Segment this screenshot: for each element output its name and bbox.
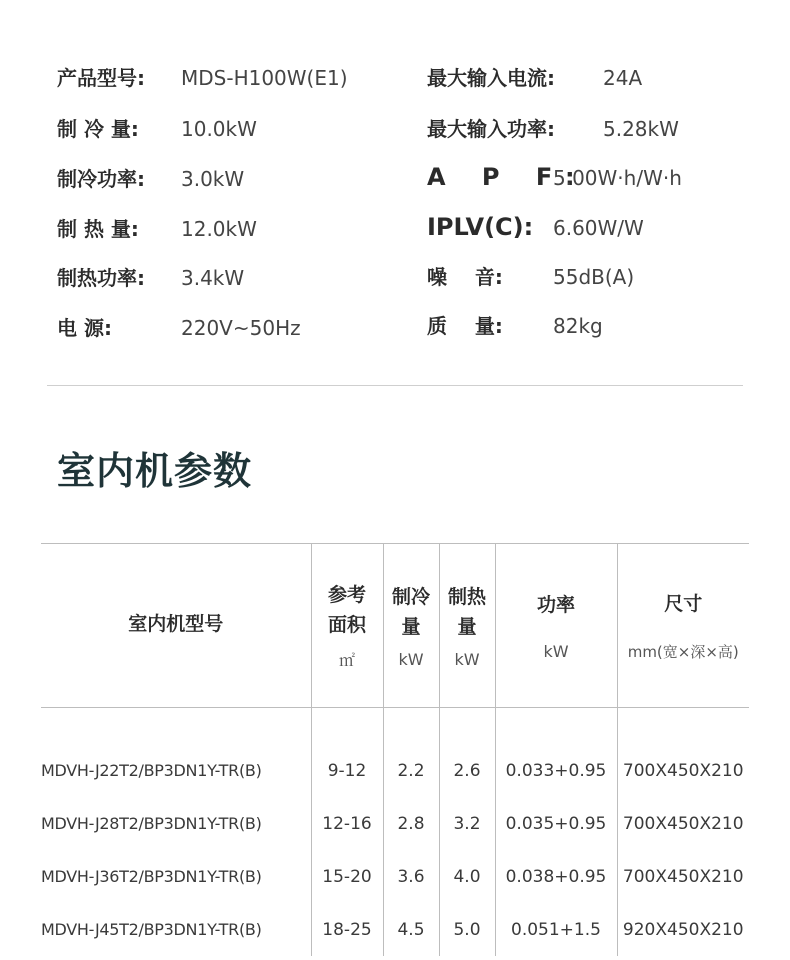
spec-value: 5.28kW — [603, 117, 679, 141]
spacer-cell — [617, 708, 749, 745]
spec-value: 10.0kW — [181, 117, 257, 141]
table-row — [41, 903, 749, 956]
cell-power: 0.033+0.95 — [495, 744, 617, 797]
spec-label: 噪 音: — [427, 265, 503, 289]
spec-label: 最大输入电流: — [427, 66, 555, 90]
header-area-line2: 面积 — [327, 614, 366, 636]
cell-model: MDVH-J28T2/BP3DN1Y-TR(B) — [41, 814, 262, 833]
spec-value: 3.4kW — [181, 266, 245, 290]
spacer-cell — [495, 708, 617, 745]
cell-size: 700X450X210 — [617, 850, 749, 903]
header-area-line1: 参考 — [327, 584, 366, 606]
header-size — [617, 544, 749, 708]
cell-area: 18-25 — [311, 903, 383, 956]
spec-label: 质 量: — [427, 314, 503, 338]
spec-value: 220V~50Hz — [181, 316, 301, 340]
cell-area: 12-16 — [311, 797, 383, 850]
spec-value: 3.0kW — [181, 167, 245, 191]
indoor-unit-table — [41, 543, 749, 956]
spec-label: 电 源: — [57, 316, 112, 340]
table-row — [41, 797, 749, 850]
header-model-label: 室内机型号 — [128, 612, 224, 635]
header-cooling-line2: 量 — [401, 616, 421, 638]
cell-size: 700X450X210 — [617, 797, 749, 850]
cell-size: 700X450X210 — [617, 744, 749, 797]
spacer-cell — [439, 708, 495, 745]
header-heating-unit: kW — [454, 650, 480, 669]
cell-power: 0.038+0.95 — [495, 850, 617, 903]
header-heating — [439, 544, 495, 708]
spec-cooling-power — [57, 165, 244, 193]
spec-label: IPLV(C): — [427, 213, 534, 241]
header-heating-line1: 制热 — [447, 586, 486, 608]
cell-heating: 2.6 — [439, 744, 495, 797]
spec-label: 产品型号: — [57, 66, 145, 90]
spacer-cell — [41, 708, 311, 745]
cell-area: 15-20 — [311, 850, 383, 903]
spec-value: 55dB(A) — [553, 265, 635, 289]
header-power-unit: kW — [543, 642, 569, 661]
spec-value: 24A — [603, 66, 643, 90]
cell-cooling: 4.5 — [383, 903, 439, 956]
spec-noise — [427, 263, 634, 291]
spec-max-current — [427, 64, 642, 92]
cell-power: 0.035+0.95 — [495, 797, 617, 850]
cell-heating: 5.0 — [439, 903, 495, 956]
spec-value: 82kg — [553, 314, 603, 338]
spacer-cell — [311, 708, 383, 745]
section-title: 室内机参数 — [57, 449, 253, 493]
table-spacer-row — [41, 708, 749, 745]
header-power-label: 功率 — [536, 594, 575, 616]
cell-cooling: 2.2 — [383, 744, 439, 797]
header-area — [311, 544, 383, 708]
header-cooling — [383, 544, 439, 708]
header-size-unit: mm(宽×深×高) — [627, 643, 739, 661]
cell-cooling: 2.8 — [383, 797, 439, 850]
spec-value: 12.0kW — [181, 217, 257, 241]
section-divider — [47, 385, 743, 386]
spec-heating-capacity — [57, 215, 257, 243]
spec-value: 5.00W·h/W·h — [553, 166, 682, 190]
spec-weight — [427, 312, 603, 340]
spacer-cell — [383, 708, 439, 745]
header-model — [41, 544, 311, 708]
header-area-unit: ㎡ — [338, 651, 355, 670]
table-row — [41, 744, 749, 797]
spec-label: 制热功率: — [57, 266, 145, 290]
spec-value: 6.60W/W — [553, 216, 644, 240]
cell-model: MDVH-J45T2/BP3DN1Y-TR(B) — [41, 920, 262, 939]
spec-label: A P F: — [427, 163, 589, 191]
cell-size: 920X450X210 — [617, 903, 749, 956]
spec-label: 制 热 量: — [57, 217, 139, 241]
table-row — [41, 850, 749, 903]
spec-model — [57, 64, 348, 92]
spec-heating-power — [57, 264, 244, 292]
header-power — [495, 544, 617, 708]
spec-max-power — [427, 115, 679, 143]
spec-iplv — [427, 213, 644, 242]
spec-value: MDS-H100W(E1) — [181, 66, 348, 90]
cell-area: 9-12 — [311, 744, 383, 797]
spec-power-supply — [57, 314, 301, 342]
cell-heating: 4.0 — [439, 850, 495, 903]
table-header-row — [41, 544, 749, 708]
cell-model: MDVH-J22T2/BP3DN1Y-TR(B) — [41, 761, 262, 780]
header-cooling-unit: kW — [398, 650, 424, 669]
spec-label: 制 冷 量: — [57, 117, 139, 141]
cell-power: 0.051+1.5 — [495, 903, 617, 956]
cell-cooling: 3.6 — [383, 850, 439, 903]
header-heating-line2: 量 — [457, 616, 477, 638]
cell-heating: 3.2 — [439, 797, 495, 850]
spec-label: 制冷功率: — [57, 167, 145, 191]
header-size-label: 尺寸 — [664, 593, 703, 615]
spec-apf — [427, 163, 682, 192]
spec-label: 最大输入功率: — [427, 117, 555, 141]
spec-cooling-capacity — [57, 115, 257, 143]
cell-model: MDVH-J36T2/BP3DN1Y-TR(B) — [41, 867, 262, 886]
header-cooling-line1: 制冷 — [391, 586, 430, 608]
